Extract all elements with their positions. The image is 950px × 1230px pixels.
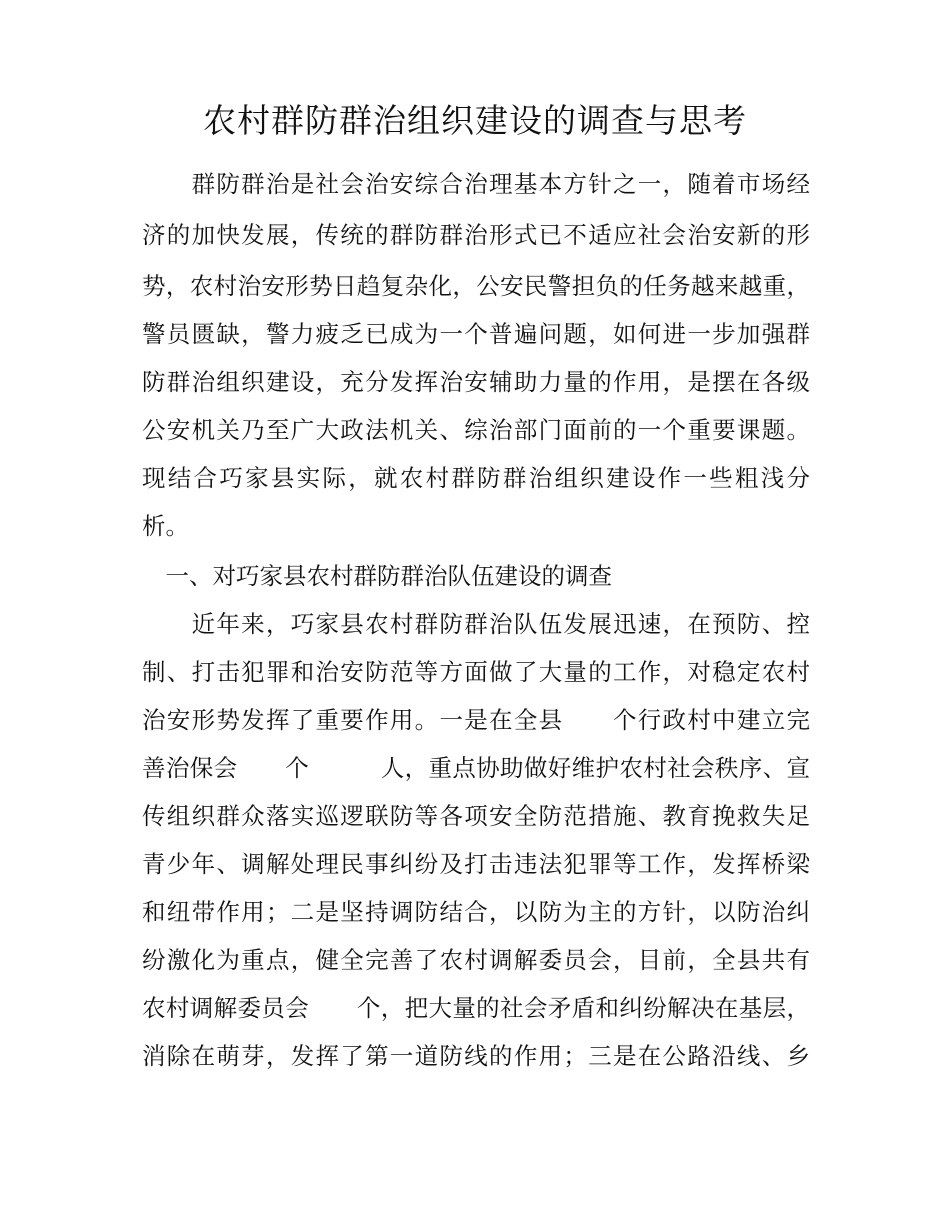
paragraph-line: 析。: [142, 512, 189, 540]
paragraph-line: 纷激化为重点，健全完善了农村调解委员会，目前，全县共有: [142, 946, 810, 974]
paragraph-line: 济的加快发展，传统的群防群治形式已不适应社会治安新的形: [142, 221, 810, 249]
paragraph-line: 制、打击犯罪和治安防范等方面做了大量的工作，对稳定农村: [142, 658, 810, 686]
paragraph-line: 群防群治是社会治安综合治理基本方针之一，随着市场经: [142, 170, 810, 198]
paragraph-line: 青少年、调解处理民事纠纷及打击违法犯罪等工作，发挥桥梁: [142, 850, 810, 878]
paragraph-line: 传组织群众落实巡逻联防等各项安全防范措施、教育挽救失足: [142, 802, 810, 830]
paragraph-line: 治安形势发挥了重要作用。一是在全县 个行政村中建立完: [142, 706, 810, 734]
document-title: 农村群防群治组织建设的调查与思考: [203, 101, 747, 140]
section-heading: 一、对巧家县农村群防群治队伍建设的调查: [142, 562, 612, 590]
paragraph-line: 防群治组织建设，充分发挥治安辅助力量的作用，是摆在各级: [142, 368, 810, 396]
paragraph-line: 公安机关乃至广大政法机关、综治部门面前的一个重要课题。: [142, 416, 810, 444]
paragraph-line: 消除在萌芽，发挥了第一道防线的作用；三是在公路沿线、乡: [142, 1042, 810, 1070]
paragraph-line: 势，农村治安形势日趋复杂化，公安民警担负的任务越来越重，: [142, 272, 810, 300]
paragraph-line: 善治保会 个 人，重点协助做好维护农村社会秩序、宣: [142, 754, 810, 782]
paragraph-line: 警员匮缺，警力疲乏已成为一个普遍问题，如何进一步加强群: [142, 320, 810, 348]
paragraph-line: 和纽带作用；二是坚持调防结合，以防为主的方针，以防治纠: [142, 898, 810, 926]
paragraph-line: 农村调解委员会 个，把大量的社会矛盾和纠纷解决在基层，: [142, 994, 810, 1022]
paragraph-line: 近年来，巧家县农村群防群治队伍发展迅速，在预防、控: [142, 610, 810, 638]
paragraph-line: 现结合巧家县实际，就农村群防群治组织建设作一些粗浅分: [142, 464, 810, 492]
